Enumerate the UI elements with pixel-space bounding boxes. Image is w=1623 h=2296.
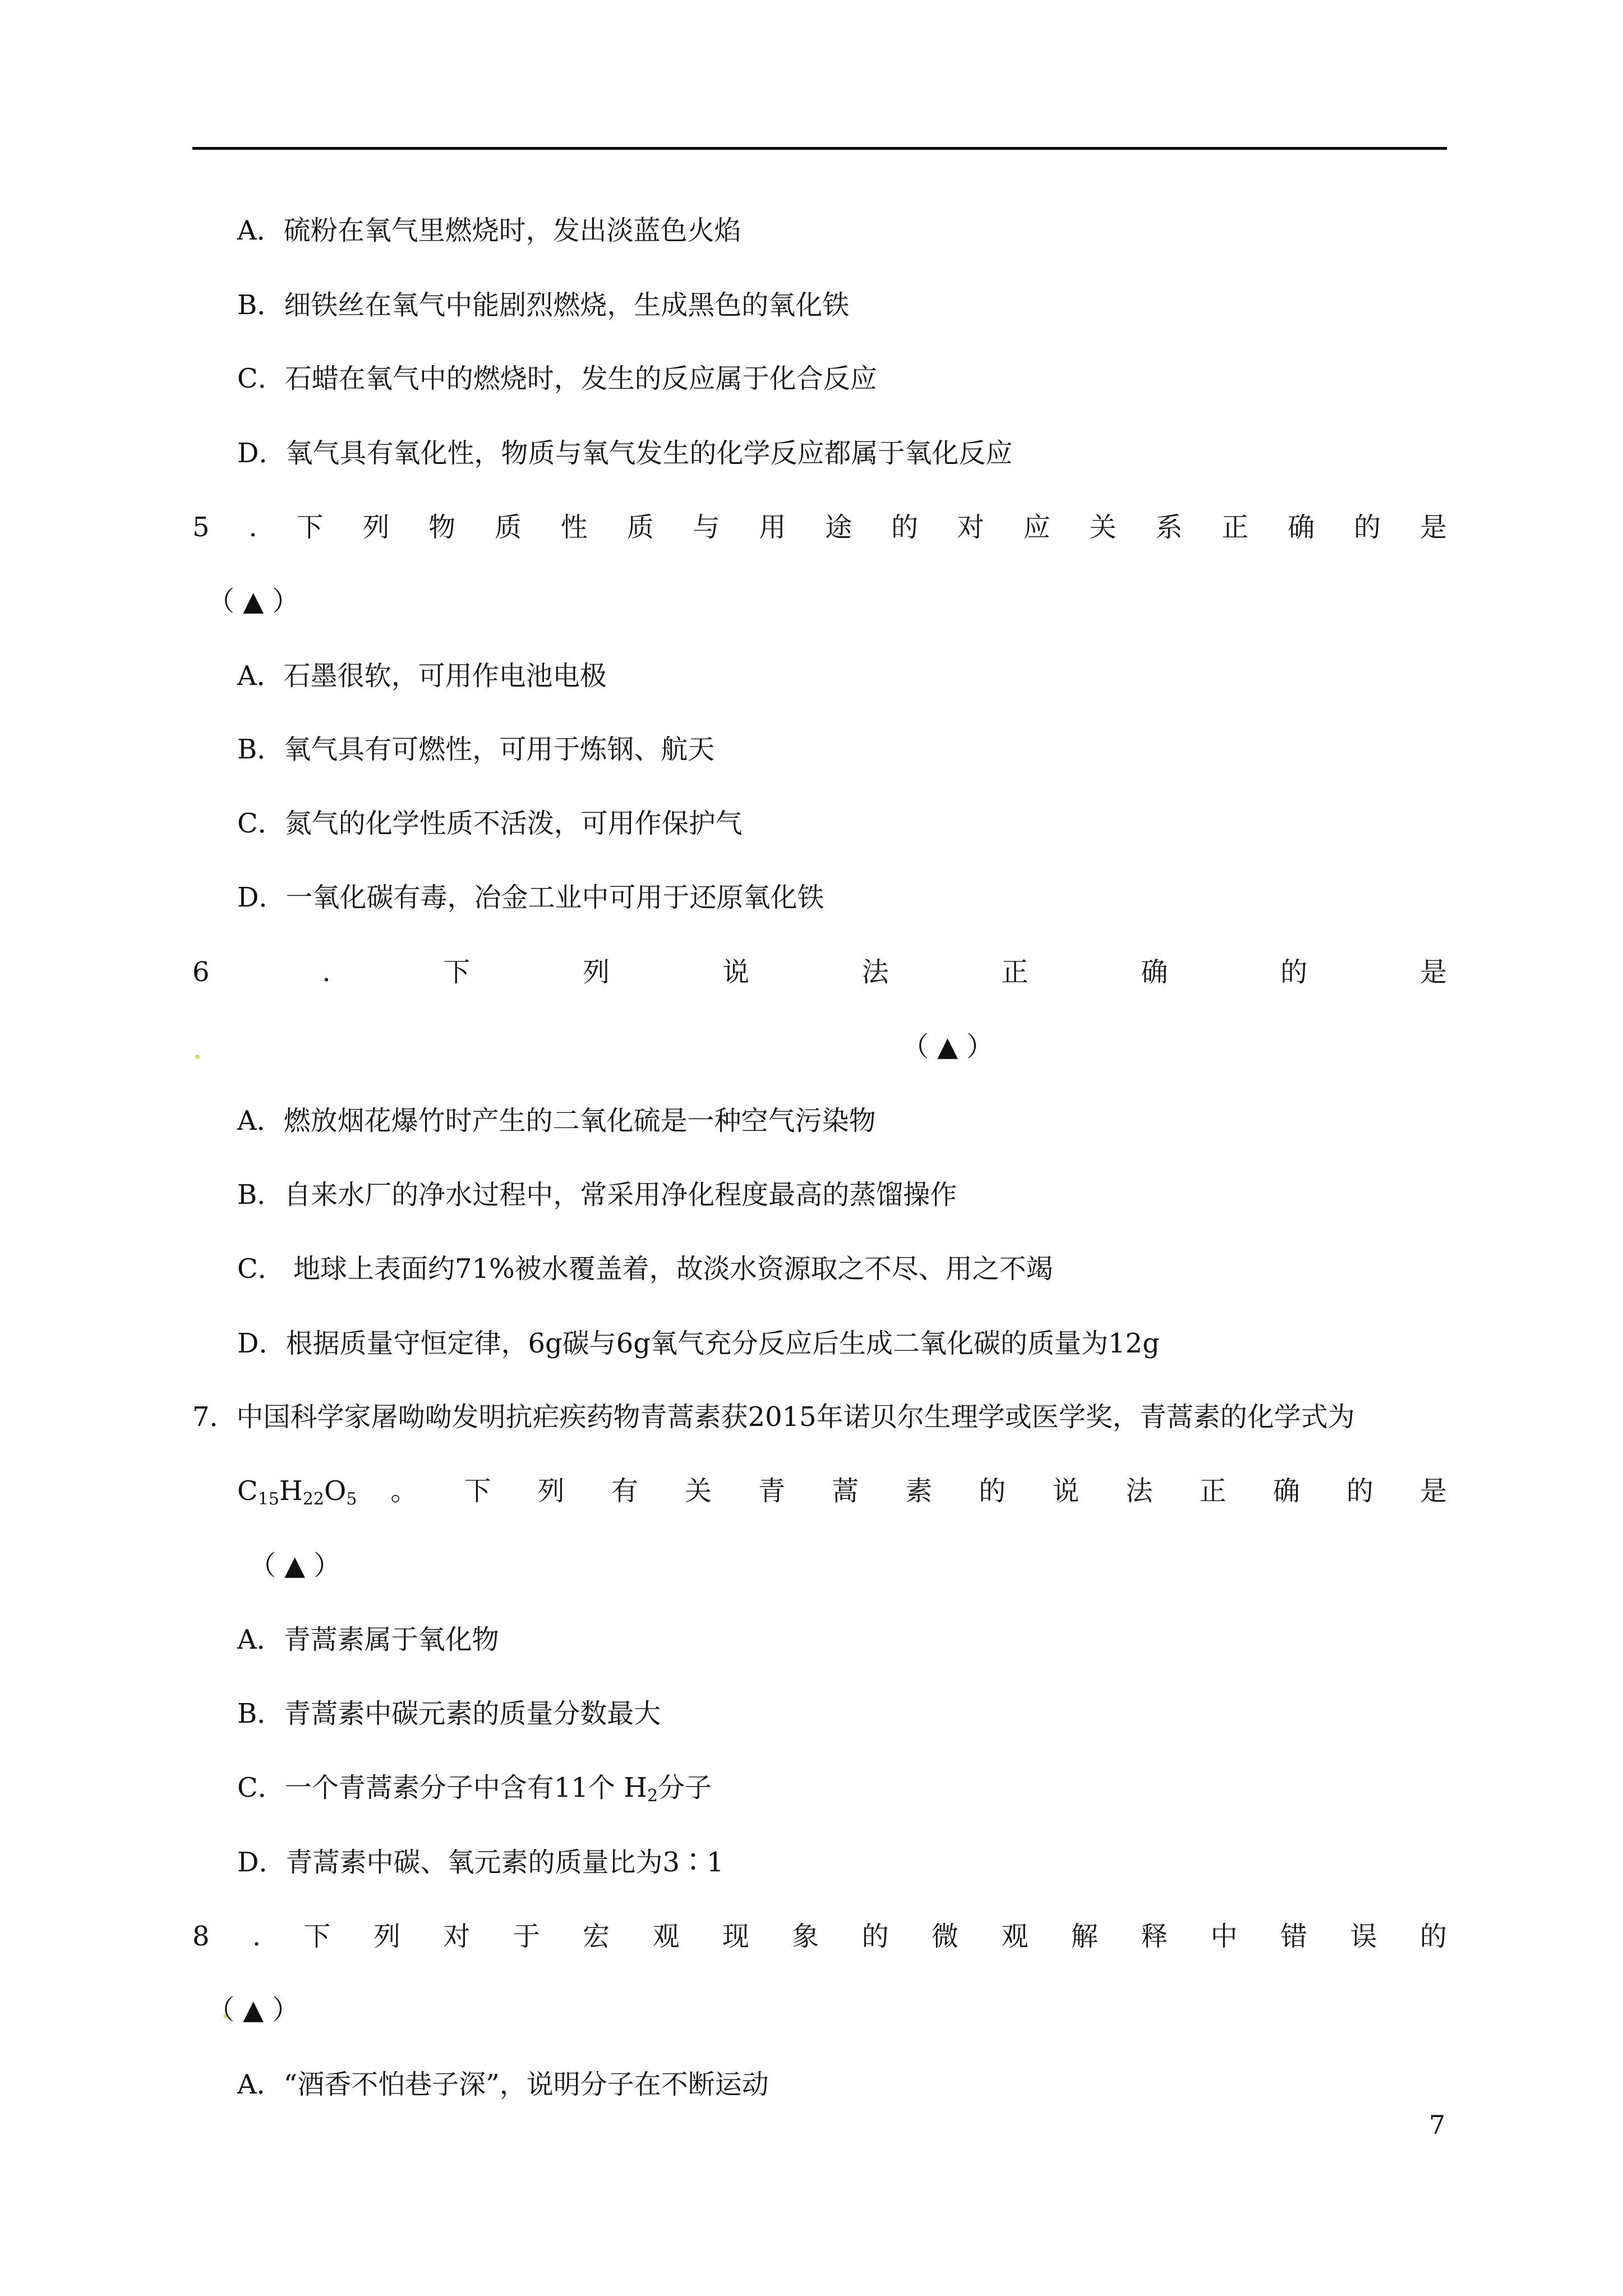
stem-char: 解 xyxy=(1071,1921,1098,1952)
q5-option-a: A．石墨很软，可用作电池电极 xyxy=(237,660,607,692)
stem-char: 正 xyxy=(1001,956,1029,988)
q6-answer-paren: （ ▲ ） xyxy=(902,1031,994,1062)
stem-char: 是 xyxy=(1419,512,1447,543)
stem-char: 。 xyxy=(390,1475,418,1507)
q5-option-d: D．一氧化碳有毒，冶金工业中可用于还原氧化铁 xyxy=(237,882,824,913)
stem-char: 对 xyxy=(957,512,984,543)
stem-char: 说 xyxy=(1052,1475,1080,1507)
stem-char: 有 xyxy=(611,1475,638,1507)
stem-char: 微 xyxy=(932,1921,959,1952)
stem-char: 象 xyxy=(792,1921,819,1952)
stem-char: 是 xyxy=(1419,956,1447,988)
q7-option-d: D．青蒿素中碳、氧元素的质量比为3∶1 xyxy=(237,1847,724,1878)
stem-char: 素 xyxy=(905,1475,933,1507)
q7-formula: $C_{15}H_{22}O_5$ xyxy=(237,1475,357,1509)
stem-char: 应 xyxy=(1023,512,1050,543)
q5-option-b: B．氧气具有可燃性，可用于炼钢、航天 xyxy=(237,734,715,765)
q8-stem xyxy=(192,1920,1447,1953)
stem-char: 误 xyxy=(1350,1921,1377,1952)
stem-char: 确 xyxy=(1141,956,1168,988)
q7-answer-paren: （ ▲ ） xyxy=(249,1550,341,1581)
stem-char: 关 xyxy=(684,1475,712,1507)
stem-char: . xyxy=(248,512,257,543)
stem-char: 质 xyxy=(495,512,522,543)
stem-char: 释 xyxy=(1141,1921,1168,1952)
q6-option-a: A．燃放烟花爆竹时产生的二氧化硫是一种空气污染物 xyxy=(237,1105,876,1137)
stem-char: 关 xyxy=(1089,512,1117,543)
stem-char: 说 xyxy=(722,956,749,988)
stem-char: 法 xyxy=(861,956,889,988)
q5-stem xyxy=(192,510,1447,544)
q7-stem-words xyxy=(390,1474,1447,1508)
stem-char: 8 xyxy=(192,1921,210,1952)
q5-option-c: C．氮气的化学性质不活泼，可用作保护气 xyxy=(237,808,743,839)
page-number: 7 xyxy=(1429,2110,1446,2140)
stem-char: 现 xyxy=(722,1921,749,1952)
q7-option-a: A．青蒿素属于氧化物 xyxy=(237,1624,499,1655)
stem-char: 青 xyxy=(758,1475,785,1507)
stem-char: 对 xyxy=(443,1921,471,1952)
stem-char: 下 xyxy=(443,956,471,988)
stem-char: 6 xyxy=(192,956,210,988)
stem-char: 的 xyxy=(891,512,919,543)
stem-char: 列 xyxy=(583,956,610,988)
stem-char: 法 xyxy=(1126,1475,1153,1507)
stem-char: 质 xyxy=(626,512,654,543)
q7-option-c: C．一个青蒿素分子中含有11个 $H_2$分子 xyxy=(237,1772,712,1806)
q8-answer-paren: （ ▲ ） xyxy=(208,1994,299,2026)
stem-char: 5 xyxy=(192,512,210,543)
stem-char: 的 xyxy=(1419,1921,1447,1952)
stem-char: 物 xyxy=(428,512,456,543)
stem-char: 观 xyxy=(652,1921,680,1952)
q5-answer-paren: （ ▲ ） xyxy=(208,586,299,617)
stem-char: 系 xyxy=(1155,512,1183,543)
q7-option-b: B．青蒿素中碳元素的质量分数最大 xyxy=(237,1698,661,1729)
stem-char: 中 xyxy=(1210,1921,1238,1952)
q6-option-b: B．自来水厂的净水过程中，常采用净化程度最高的蒸馏操作 xyxy=(237,1179,957,1211)
header-rule xyxy=(192,147,1447,150)
stem-char: 于 xyxy=(513,1921,540,1952)
q6-option-c: C． 地球上表面约71%被水覆盖着，故淡水资源取之不尽、用之不竭 xyxy=(237,1253,1053,1285)
stem-char: 下 xyxy=(303,1921,331,1952)
q6-stem xyxy=(192,955,1447,989)
stem-char: 性 xyxy=(560,512,588,543)
q4-option-b: B．细铁丝在氧气中能剧烈燃烧，生成黑色的氧化铁 xyxy=(237,289,850,321)
stem-char: 是 xyxy=(1419,1475,1447,1507)
stem-char: 确 xyxy=(1288,512,1315,543)
stem-char: 下 xyxy=(464,1475,491,1507)
stem-char: 确 xyxy=(1272,1475,1300,1507)
stem-char: 正 xyxy=(1199,1475,1227,1507)
stem-char: 用 xyxy=(759,512,786,543)
q8-option-a: A．“酒香不怕巷子深”，说明分子在不断运动 xyxy=(237,2069,769,2100)
stem-char: 宏 xyxy=(583,1921,610,1952)
stem-char: 下 xyxy=(296,512,324,543)
stem-char: 列 xyxy=(362,512,390,543)
q4-option-c: C．石蜡在氧气中的燃烧时，发生的反应属于化合反应 xyxy=(237,363,877,394)
scan-speck xyxy=(195,1055,200,1059)
q6-option-d: D．根据质量守恒定律，6g碳与6g氧气充分反应后生成二氧化碳的质量为12g xyxy=(237,1328,1160,1359)
q4-option-d: D．氧气具有氧化性，物质与氧气发生的化学反应都属于氧化反应 xyxy=(237,438,1013,469)
stem-char: 蒿 xyxy=(832,1475,859,1507)
stem-char: . xyxy=(322,956,331,988)
stem-char: 的 xyxy=(1353,512,1381,543)
stem-char: 与 xyxy=(693,512,720,543)
stem-char: 正 xyxy=(1221,512,1249,543)
stem-char: 的 xyxy=(1346,1475,1373,1507)
stem-char: 的 xyxy=(1280,956,1308,988)
stem-char: 途 xyxy=(825,512,852,543)
stem-char: 的 xyxy=(979,1475,1006,1507)
stem-char: . xyxy=(252,1921,261,1952)
stem-char: 的 xyxy=(861,1921,889,1952)
stem-char: 观 xyxy=(1001,1921,1029,1952)
stem-char: 列 xyxy=(537,1475,565,1507)
q7-stem-line2 xyxy=(237,1474,1447,1516)
stem-char: 错 xyxy=(1280,1921,1308,1952)
q7-stem-line1: 7．中国科学家屠呦呦发明抗疟疾药物青蒿素获2015年诺贝尔生理学或医学奖，青蒿素的化学式为 xyxy=(192,1401,1355,1433)
stem-char: 列 xyxy=(373,1921,400,1952)
q4-option-a: A．硫粉在氧气里燃烧时，发出淡蓝色火焰 xyxy=(237,215,741,246)
